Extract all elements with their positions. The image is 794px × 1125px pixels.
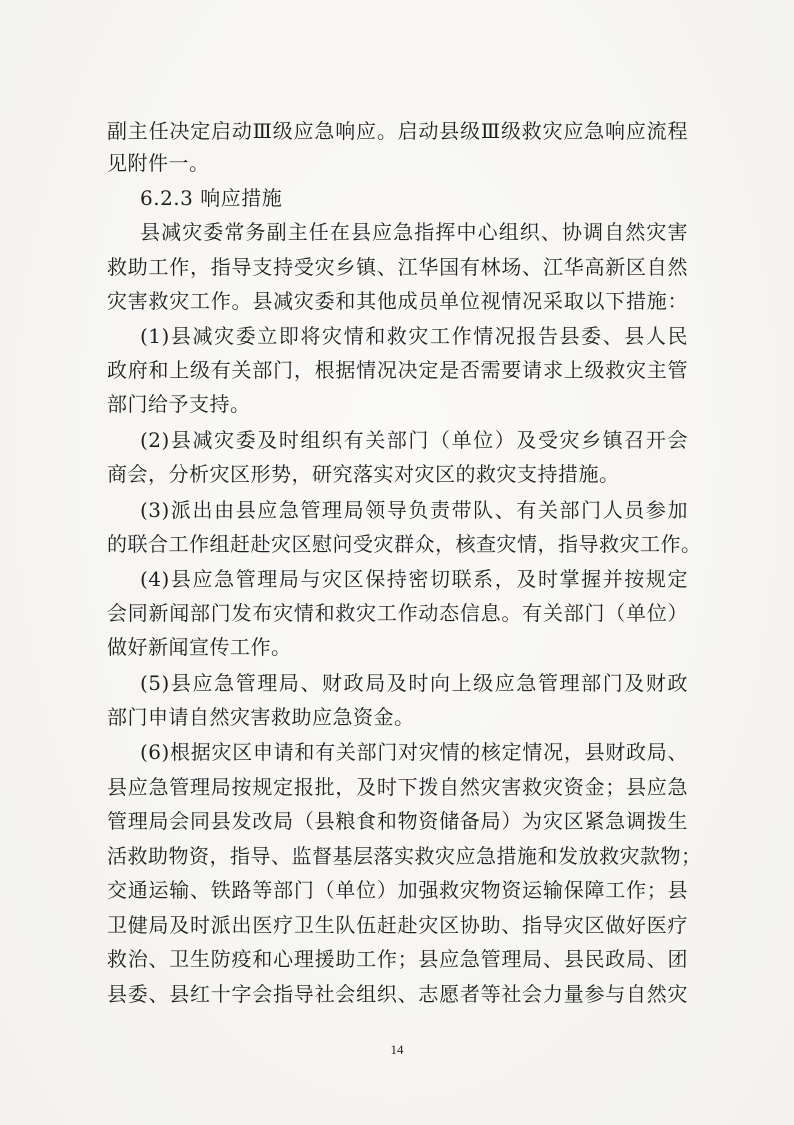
- text-line: 见附件一。: [107, 151, 210, 175]
- text-line: (5)县应急管理局、财政局及时向上级应急管理部门及财政: [140, 671, 688, 695]
- text-line: 部门给予支持。: [107, 392, 251, 416]
- text-line: (6)根据灾区申请和有关部门对灾情的核定情况，县财政局、: [140, 740, 688, 764]
- text-line: 会同新闻部门发布灾情和救灾工作动态信息。有关部门（单位）: [107, 601, 688, 625]
- page-number: 14: [390, 1042, 404, 1057]
- text-line: 商会，分析灾区形势，研究落实对灾区的救灾支持措施。: [107, 462, 620, 486]
- text-line: 活救助物资，指导、监督基层落实救灾应急措施和发放救灾款物；: [107, 844, 702, 868]
- text-line: 管理局会同县发改局（县粮食和物资储备局）为灾区紧急调拨生: [107, 809, 688, 833]
- text-line: 交通运输、铁路等部门（单位）加强救灾物资运输保障工作；县: [107, 878, 688, 902]
- text-line: 副主任决定启动Ⅲ级应急响应。启动县级Ⅲ级救灾应急响应流程: [107, 119, 688, 143]
- text-line: 县减灾委常务副主任在县应急指挥中心组织、协调自然灾害: [140, 220, 688, 244]
- text-line: (1)县减灾委立即将灾情和救灾工作情况报告县委、县人民: [140, 324, 688, 348]
- section-heading: 6.2.3 响应措施: [140, 186, 283, 210]
- text-line: 政府和上级有关部门，根据情况决定是否需要请求上级救灾主管: [107, 358, 688, 382]
- text-line: 灾害救灾工作。县减灾委和其他成员单位视情况采取以下措施：: [107, 289, 688, 313]
- text-line: 部门申请自然灾害救助应急资金。: [107, 705, 415, 729]
- text-line: 县应急管理局按规定报批，及时下拨自然灾害救灾资金；县应急: [107, 775, 688, 799]
- text-line: 的联合工作组赶赴灾区慰问受灾群众，核查灾情，指导救灾工作。: [107, 532, 702, 556]
- text-line: 救助工作，指导支持受灾乡镇、江华国有林场、江华高新区自然: [107, 255, 688, 279]
- text-line: 卫健局及时派出医疗卫生队伍赶赴灾区协助、指导灾区做好医疗: [107, 913, 688, 937]
- text-line: 做好新闻宣传工作。: [107, 635, 292, 659]
- text-line: (2)县减灾委及时组织有关部门（单位）及受灾乡镇召开会: [140, 428, 688, 452]
- text-line: 救治、卫生防疫和心理援助工作；县应急管理局、县民政局、团: [107, 947, 688, 971]
- text-line: 县委、县红十字会指导社会组织、志愿者等社会力量参与自然灾: [107, 982, 688, 1006]
- text-line: (4)县应急管理局与灾区保持密切联系，及时掌握并按规定: [140, 567, 688, 591]
- text-line: (3)派出由县应急管理局领导负责带队、有关部门人员参加: [140, 498, 688, 522]
